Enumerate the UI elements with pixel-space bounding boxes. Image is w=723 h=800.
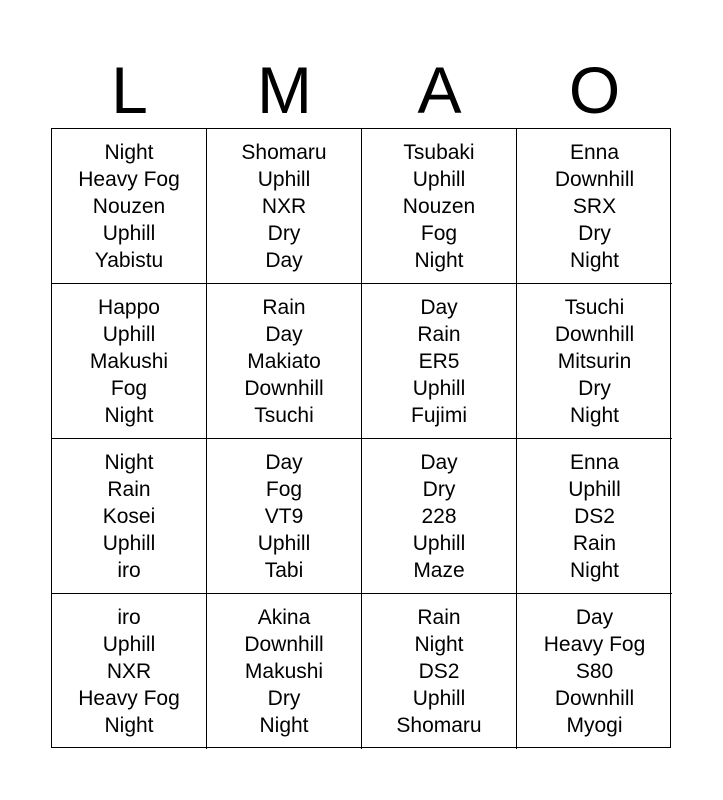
bingo-cell[interactable] xyxy=(362,439,517,594)
cell-text-line: Uphill xyxy=(412,167,466,191)
cell-text-line: Tabi xyxy=(264,558,304,582)
cell-text-line: Uphill xyxy=(102,322,156,346)
cell-text-line: Night xyxy=(104,450,154,474)
cell-text-line: Uphill xyxy=(568,477,621,501)
cell-text-line: iro xyxy=(117,558,141,582)
bingo-cell[interactable] xyxy=(52,284,207,439)
bingo-cell[interactable] xyxy=(52,594,207,749)
bingo-header xyxy=(52,52,672,128)
cell-text-line: Uphill xyxy=(102,221,156,245)
cell-text-line: Uphill xyxy=(102,633,156,656)
cell-text-line: Fog xyxy=(420,221,458,245)
cell-text-line: Dry xyxy=(267,687,301,710)
cell-text-line: SRX xyxy=(572,194,617,218)
cell-text-line: Tsuchi xyxy=(254,403,314,427)
bingo-cell[interactable] xyxy=(517,129,672,284)
cell-text-line: Dry xyxy=(422,477,456,501)
cell-text-line: Fog xyxy=(265,477,303,501)
cell-text-line: Day xyxy=(420,295,458,319)
cell-text-line: Rain xyxy=(417,322,461,346)
header-letter-a: A xyxy=(417,53,462,127)
cell-text-line: Day xyxy=(575,606,614,629)
cell-text-line: Rain xyxy=(107,477,151,501)
bingo-board xyxy=(51,128,671,748)
cell-text-line: NXR xyxy=(261,194,307,218)
cell-text-line: DS2 xyxy=(418,660,460,683)
cell-text-line: Akina xyxy=(257,606,311,629)
header-letter-l: L xyxy=(111,53,148,127)
header-letter-o: O xyxy=(568,53,621,127)
cell-text-line: Makushi xyxy=(244,660,324,683)
cell-text-line: Dry xyxy=(578,376,611,400)
cell-text-line: Day xyxy=(265,248,303,272)
cell-text-line: Day xyxy=(420,450,458,474)
bingo-cell[interactable] xyxy=(52,129,207,284)
bingo-cell[interactable] xyxy=(207,594,362,749)
cell-text-line: Night xyxy=(414,633,464,656)
cell-text-line: Fujimi xyxy=(411,403,467,427)
cell-text-line: Maze xyxy=(413,558,465,582)
cell-text-line: Night xyxy=(414,248,464,272)
bingo-cell[interactable] xyxy=(52,439,207,594)
cell-text-line: Makiato xyxy=(247,349,321,373)
cell-text-line: Fog xyxy=(110,376,148,400)
cell-text-line: Rain xyxy=(572,531,617,555)
cell-text-line: Uphill xyxy=(257,167,311,191)
cell-text-line: Yabistu xyxy=(94,248,164,272)
cell-text-line: Tsubaki xyxy=(403,140,475,164)
cell-text-line: Uphill xyxy=(412,531,466,555)
cell-text-line: Myogi xyxy=(566,714,623,737)
cell-text-line: Night xyxy=(104,140,154,164)
bingo-cell[interactable] xyxy=(517,439,672,594)
cell-text-line: Nouzen xyxy=(402,194,476,218)
header-letter-m: M xyxy=(257,53,312,127)
cell-text-line: Night xyxy=(569,403,620,427)
bingo-cell[interactable] xyxy=(207,439,362,594)
cell-text-line: Kosei xyxy=(102,504,156,528)
cell-text-line: Downhill xyxy=(244,376,324,400)
cell-text-line: Heavy Fog xyxy=(78,167,180,191)
bingo-cell[interactable] xyxy=(362,129,517,284)
cell-text-line: ER5 xyxy=(418,349,460,373)
cell-text-line: Tsuchi xyxy=(564,295,625,319)
cell-text-line: Uphill xyxy=(412,687,466,710)
bingo-cell[interactable] xyxy=(207,129,362,284)
cell-text-line: Day xyxy=(265,322,303,346)
cell-text-line: Day xyxy=(265,450,303,474)
bingo-cell[interactable] xyxy=(362,284,517,439)
cell-text-line: iro xyxy=(117,606,141,629)
cell-text-line: Mitsurin xyxy=(557,349,632,373)
cell-text-line: Rain xyxy=(417,606,461,629)
bingo-cell[interactable] xyxy=(517,284,672,439)
cell-text-line: Enna xyxy=(569,450,620,474)
cell-text-line: Night xyxy=(104,714,154,737)
cell-text-line: Night xyxy=(569,558,620,582)
cell-text-line: Shomaru xyxy=(241,140,327,164)
cell-text-line: DS2 xyxy=(574,504,615,528)
cell-text-line: Downhill xyxy=(554,687,635,710)
cell-text-line: Uphill xyxy=(412,376,466,400)
cell-text-line: VT9 xyxy=(264,504,304,528)
cell-text-line: Downhill xyxy=(554,167,635,191)
cell-text-line: Happo xyxy=(98,295,160,319)
bingo-cell[interactable] xyxy=(517,594,672,749)
cell-text-line: S80 xyxy=(575,660,614,683)
cell-text-line: Downhill xyxy=(554,322,635,346)
cell-text-line: Rain xyxy=(262,295,306,319)
cell-text-line: Enna xyxy=(569,140,620,164)
cell-text-line: 228 xyxy=(421,504,457,528)
cell-text-line: Night xyxy=(569,248,620,272)
cell-text-line: Shomaru xyxy=(396,714,482,737)
cell-text-line: Dry xyxy=(267,221,301,245)
cell-text-line: Uphill xyxy=(257,531,311,555)
cell-text-line: Heavy Fog xyxy=(78,687,180,710)
cell-text-line: Nouzen xyxy=(92,194,166,218)
cell-text-line: Dry xyxy=(578,221,611,245)
cell-text-line: Heavy Fog xyxy=(543,633,646,656)
cell-text-line: Night xyxy=(259,714,309,737)
cell-text-line: Night xyxy=(104,403,154,427)
bingo-cell[interactable] xyxy=(207,284,362,439)
cell-text-line: Makushi xyxy=(89,349,169,373)
cell-text-line: Uphill xyxy=(102,531,156,555)
cell-text-line: Downhill xyxy=(244,633,324,656)
cell-text-line: NXR xyxy=(106,660,152,683)
bingo-cell[interactable] xyxy=(362,594,517,749)
